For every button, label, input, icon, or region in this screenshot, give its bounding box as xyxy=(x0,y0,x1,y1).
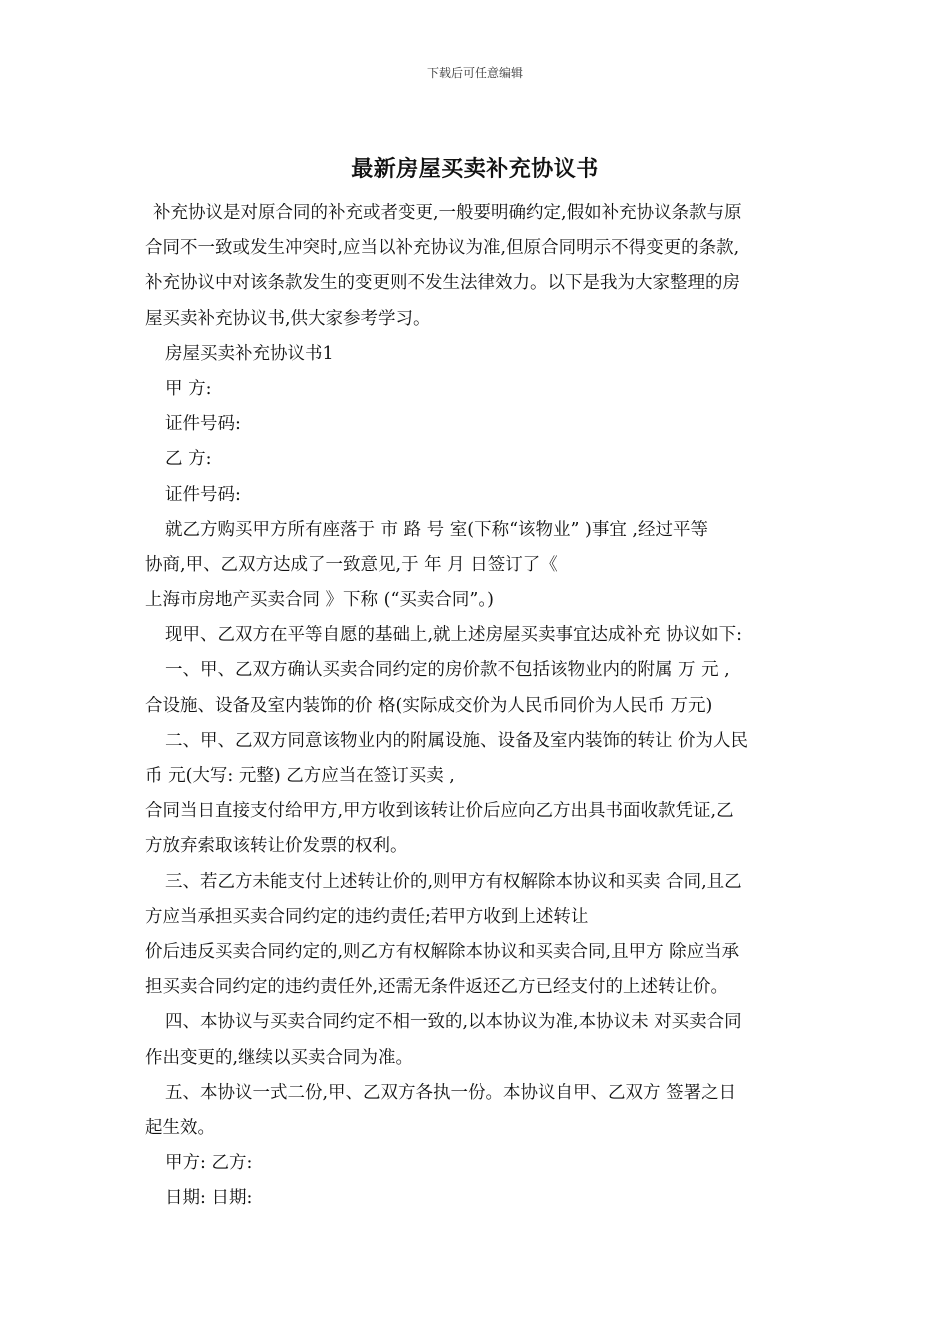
paragraph-line: 补充协议是对原合同的补充或者变更,一般要明确约定,假如补充协议条款与原 xyxy=(153,203,742,223)
clause-1: 一、甲、乙双方确认买卖合同约定的房价款不包括该物业内的附属 万 元 , xyxy=(165,660,730,681)
paragraph-line: 方应当承担买卖合同约定的违约责任;若甲方收到上述转让 xyxy=(145,906,589,927)
paragraph-line: 协商,甲、乙双方达成了一致意见,于 年 月 日签订了《 xyxy=(145,554,558,575)
paragraph-line: 合同不一致或发生冲突时,应当以补充协议为准,但原合同明示不得变更的条款, xyxy=(145,238,740,259)
paragraph-line: 屋买卖补充协议书,供大家参考学习。 xyxy=(145,308,431,329)
paragraph-line: 起生效。 xyxy=(145,1117,215,1138)
paragraph-line: 现甲、乙双方在平等自愿的基础上,就上述房屋买卖事宜达成补充 协议如下: xyxy=(165,625,743,646)
paragraph-line: 价后违反买卖合同约定的,则乙方有权解除本协议和买卖合同,且甲方 除应当承 xyxy=(145,941,740,962)
party-a-id-label: 证件号码: xyxy=(165,414,241,435)
date-line: 日期: 日期: xyxy=(165,1188,253,1209)
document-body xyxy=(145,196,807,1216)
clause-4: 四、本协议与买卖合同约定不相一致的,以本协议为准,本协议未 对买卖合同 xyxy=(165,1012,742,1033)
paragraph-line: 补充协议中对该条款发生的变更则不发生法律效力。以下是我为大家整理的房 xyxy=(145,273,740,294)
clause-3: 三、若乙方未能支付上述转让价的,则甲方有权解除本协议和买卖 合同,且乙 xyxy=(165,871,742,892)
paragraph-line: 担买卖合同约定的违约责任外,还需无条件返还乙方已经支付的上述转让价。 xyxy=(145,977,729,998)
paragraph-line: 合同当日直接支付给甲方,甲方收到该转让价后应向乙方出具书面收款凭证,乙 xyxy=(145,801,734,822)
paragraph-line: 币 元(大写: 元整) 乙方应当在签订买卖 , xyxy=(145,766,455,786)
paragraph-line: 作出变更的,继续以买卖合同为准。 xyxy=(145,1047,414,1068)
document-title: 最新房屋买卖补充协议书 xyxy=(351,157,599,182)
section-heading: 房屋买卖补充协议书1 xyxy=(165,343,334,364)
clause-2: 二、甲、乙双方同意该物业内的附属设施、设备及室内装饰的转让 价为人民 xyxy=(165,730,749,751)
paragraph-line: 合设施、设备及室内装饰的价 格(实际成交价为人民币同价为人民币 万元) xyxy=(145,695,713,716)
paragraph-line: 就乙方购买甲方所有座落于 市 路 号 室(下称“该物业” )事宜 ,经过平等 xyxy=(165,519,708,540)
header-note: 下载后可任意编辑 xyxy=(426,66,523,80)
party-b-id-label: 证件号码: xyxy=(165,484,241,505)
party-a-label: 甲 方: xyxy=(165,378,212,399)
clause-5: 五、本协议一式二份,甲、乙双方各执一份。本协议自甲、乙双方 签署之日 xyxy=(165,1082,737,1103)
paragraph-line: 方放弃索取该转让价发票的权利。 xyxy=(145,836,408,857)
signature-line: 甲方: 乙方: xyxy=(165,1153,253,1174)
party-b-label: 乙 方: xyxy=(165,449,212,470)
paragraph-line: 上海市房地产买卖合同 》下称 (“买卖合同”。) xyxy=(145,590,494,611)
